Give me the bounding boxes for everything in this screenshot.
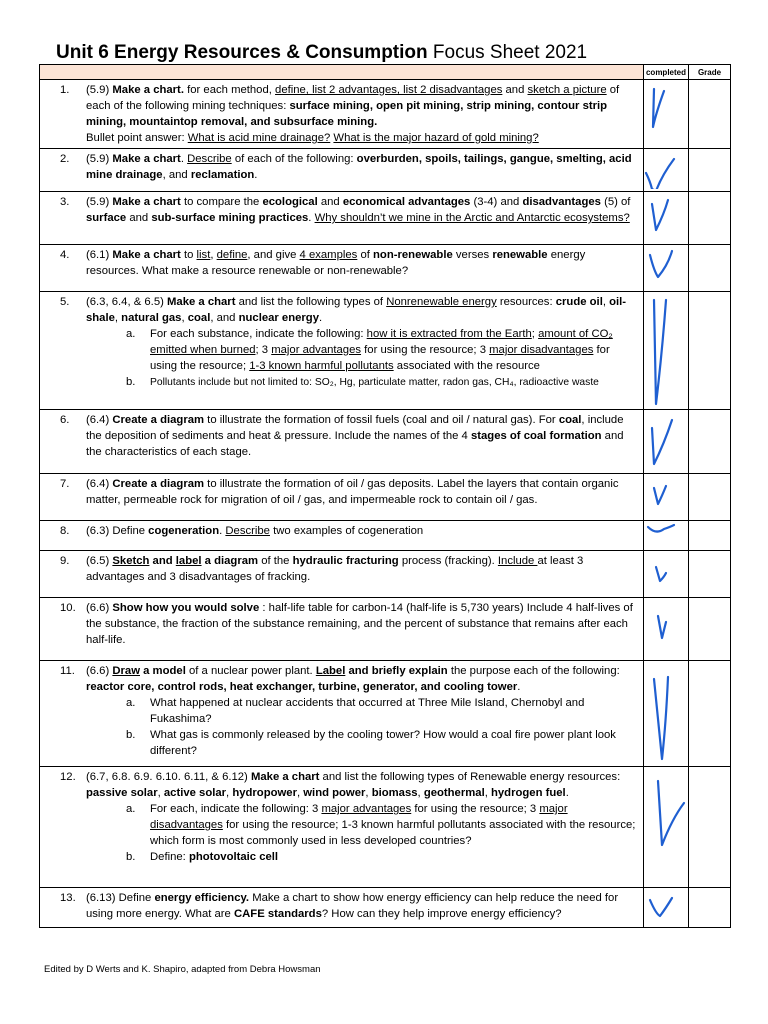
sub-item [86,326,639,374]
handwritten-check-icon [644,247,688,289]
grade-cell[interactable] [689,245,731,292]
task-item [40,888,643,924]
text-run: Show how you would solve [112,602,260,614]
text-run: (3-4) and [470,196,523,208]
task-text [86,151,639,183]
sub-item-text [150,326,639,374]
text-run: ? How can they help improve energy efficiency? [321,908,562,920]
grade-cell[interactable] [689,192,731,245]
text-run: For each, indicate the following: 3 [150,803,322,815]
text-run: Make a chart. [112,84,184,96]
text-run: (6.6) [86,665,113,677]
text-run: how it is extracted from the Earth [366,328,532,340]
text-run: , [114,312,122,324]
text-run: stages of coal formation [470,430,602,442]
sub-item-text [150,849,639,865]
text-run: : half-life table for carbon-14 (half-life is 5,730 years) Include 4 half-lives of the substance, the fraction of the substance remaining, and the percent of substance that remains after each half-life. [86,602,633,646]
text-run: the purpose each of the following: [447,665,620,677]
task-paragraph [86,769,639,801]
text-run: major advantages [271,344,362,356]
text-run: nuclear energy [238,312,319,324]
task-paragraph [86,412,639,460]
text-run: amount of CO₂ emitted when burned [150,328,613,356]
text-run: . [254,169,258,181]
task-cell [40,149,644,192]
text-run: Pollutants include but not limited to: SO₂, Hg, particulate matter, radon gas, CH₄, radioactive waste [150,377,599,388]
text-run: for using the resource; 3 [411,803,540,815]
header-row [40,65,731,80]
sub-item-text [150,374,639,391]
text-run: 1-3 known harmful pollutants [249,360,394,372]
text-run: for using the resource; 1-3 known harmful pollutants associated with the resource; which form is most commonly used in less developed countries? [150,819,636,847]
text-run: for using the resource; [150,344,610,372]
task-text [86,247,639,279]
text-run: surface mining, open pit mining, strip mining, contour strip mining, mountaintop removal, and subsurface mining. [86,100,608,128]
grade-cell[interactable] [689,888,731,928]
text-run: What gas is commonly released by the cooling tower? How would a coal fire power plant look different? [150,729,616,757]
text-run: and [126,212,152,224]
text-run: , [484,787,491,799]
task-text [86,476,639,508]
title-rest: Focus Sheet 2021 [427,42,588,63]
handwritten-check-icon [644,476,688,518]
text-run: (6.4) [86,478,113,490]
task-text [86,769,639,865]
task-paragraph [86,82,639,130]
task-paragraph [86,476,639,508]
task-paragraph [86,890,639,922]
task-item [40,80,643,148]
text-run: sketch a picture [527,84,607,96]
text-run: Define: [150,851,189,863]
grade-cell[interactable] [689,661,731,767]
text-run: major advantages [321,803,412,815]
completed-cell[interactable] [644,521,689,551]
task-item [40,598,643,650]
sub-item-letter: a. [126,328,136,340]
completed-cell[interactable] [644,551,689,598]
task-cell [40,192,644,245]
text-run: verses [452,249,493,261]
text-run: at least 3 advantages and 3 disadvantages of fracking. [86,555,584,583]
handwritten-check-icon [644,600,688,658]
sub-item [86,374,639,391]
task-item [40,245,643,281]
task-item [40,661,643,761]
handwritten-check-icon [644,523,688,548]
page-title [56,42,587,64]
task-cell [40,767,644,888]
task-row [40,80,731,149]
grade-cell[interactable] [689,149,731,192]
text-run: to illustrate the formation of oil / gas deposits. Label the layers that contain organic matter, permeable rock for migration of oil / gas, and impermeable rock to contain oil / gas. [86,478,619,506]
task-item [40,149,643,185]
text-run: Make a chart [112,153,181,165]
sub-item-text [150,695,639,727]
task-text [86,663,639,759]
task-number: 7. [60,478,70,490]
task-paragraph [86,130,639,146]
sub-item-text [150,801,639,849]
text-run: (6.3) Define [86,525,149,537]
text-run: and the characteristics of each stage. [86,430,624,458]
task-cell [40,80,644,149]
grade-cell[interactable] [689,474,731,521]
text-run: (5) of [600,196,631,208]
grade-cell[interactable] [689,410,731,474]
text-run: Describe [225,525,270,537]
completed-cell[interactable] [644,245,689,292]
grade-cell[interactable] [689,292,731,410]
task-cell [40,598,644,661]
task-number: 12. [60,771,76,783]
text-run: (6.6) [86,602,113,614]
completed-cell[interactable] [644,474,689,521]
task-row [40,551,731,598]
sub-item-letter: b. [126,729,136,741]
text-run: reactor core, control rods, heat exchanger, turbine, generator, and cooling tower [86,681,518,693]
sub-item [86,727,639,759]
text-run: (6.13) Define [86,892,155,904]
text-run: to [180,249,197,261]
text-run: Make a chart [167,296,236,308]
text-run: a model [140,665,186,677]
text-run: Describe [187,153,232,165]
handwritten-check-icon [644,890,688,925]
task-text [86,600,639,648]
completed-cell[interactable] [644,598,689,661]
task-row [40,661,731,767]
task-cell [40,474,644,521]
handwritten-check-icon [644,151,688,189]
text-run: wind power [303,787,366,799]
task-paragraph [86,194,639,226]
handwritten-check-icon [644,294,688,407]
text-run: , [157,787,164,799]
text-run: , and [162,169,191,181]
task-row [40,888,731,928]
text-run: a diagram [201,555,259,567]
task-number: 13. [60,892,76,904]
text-run: . [219,525,226,537]
text-run: major disadvantages [150,803,568,831]
task-item [40,474,643,510]
task-row [40,474,731,521]
task-paragraph [86,600,639,648]
task-text [86,194,639,226]
task-paragraph [86,523,639,539]
text-run: CAFE standards [233,908,322,920]
text-run: photovoltaic cell [188,851,279,863]
handwritten-check-icon [644,83,688,146]
sub-item-letter: a. [126,803,136,815]
text-run: define, list 2 advantages, list 2 disadvantages [275,84,503,96]
text-run: and list the following types of [235,296,387,308]
handwritten-check-icon [644,769,688,885]
task-text [86,890,639,922]
task-cell [40,410,644,474]
text-run: and briefly explain [345,665,448,677]
text-run: , [417,787,424,799]
text-run: . [565,787,569,799]
sub-item-letter: a. [126,697,136,709]
text-run: hydrogen fuel [491,787,566,799]
text-run: oil-shale [86,296,627,324]
text-run: of each of the following: [231,153,357,165]
text-run: coal [187,312,211,324]
text-run: , include the deposition of sediments and heat & pressure. Include the names of the 4 [86,414,624,442]
task-number: 4. [60,249,70,261]
text-run: (5.9) [86,84,113,96]
task-number: 6. [60,414,70,426]
grade-cell[interactable] [689,80,731,149]
task-cell [40,292,644,410]
text-run: Draw [112,665,140,677]
text-run: (6.7, 6.8. 6.9. 6.10. 6.11, & 6.12) [86,771,251,783]
task-cell [40,245,644,292]
task-number: 5. [60,296,70,308]
text-run: For each substance, indicate the following: [150,328,367,340]
completed-cell[interactable] [644,410,689,474]
text-run: label [175,555,202,567]
text-run: , [602,296,610,308]
task-paragraph [86,294,639,326]
text-run: , [226,787,233,799]
text-run: ; [531,328,539,340]
text-run: Create a diagram [112,414,205,426]
completed-cell[interactable] [644,149,689,192]
text-run: for each method, [183,84,276,96]
completed-cell[interactable] [644,192,689,245]
task-cell [40,888,644,928]
completed-header: completed [644,65,689,80]
text-run: passive solar [86,787,158,799]
text-run: disadvantages [522,196,601,208]
footer-credit: Edited by D Werts and K. Shapiro, adapted from Debra Howsman [44,964,321,975]
task-number: 9. [60,555,70,567]
sub-item [86,695,639,727]
text-run: , [365,787,372,799]
text-run: (5.9) [86,196,113,208]
text-run: . [318,312,323,324]
completed-cell[interactable] [644,661,689,767]
task-paragraph [86,663,639,695]
task-number: 11. [60,665,75,677]
text-run: and list the following types of Renewable energy resources: [319,771,621,783]
text-run: (6.5) [86,555,113,567]
text-run: , [210,249,217,261]
task-row [40,410,731,474]
task-row [40,767,731,888]
text-run: surface [86,212,127,224]
sub-item-letter: b. [126,376,136,388]
text-run: to illustrate the formation of fossil fuels (coal and oil / natural gas). For [204,414,559,426]
text-run: , and give [247,249,300,261]
task-cell [40,521,644,551]
text-run: Make a chart to show how energy efficiency can help reduce the need for using more energy. What are [86,892,619,920]
text-run: , and [210,312,239,324]
text-run: two examples of cogeneration [269,525,424,537]
text-run: Sketch [112,555,150,567]
text-run: and [502,84,528,96]
task-item [40,292,643,393]
task-item [40,410,643,462]
text-run: reclamation [190,169,255,181]
text-run: crude oil [555,296,603,308]
task-paragraph [86,151,639,183]
task-row [40,598,731,661]
task-row [40,521,731,551]
task-text [86,412,639,460]
text-run: ecological [262,196,318,208]
completed-cell[interactable] [644,767,689,888]
task-number: 8. [60,525,70,537]
text-run: of a nuclear power plant. [185,665,316,677]
text-run: geothermal [423,787,485,799]
text-run: . [517,681,521,693]
text-run: hydraulic fracturing [292,555,399,567]
grade-cell[interactable] [689,521,731,551]
task-paragraph [86,247,639,279]
text-run: list [196,249,211,261]
text-run: resources: [496,296,556,308]
text-run: What happened at nuclear accidents that occurred at Three Mile Island, Chernobyl and Fukashima? [150,697,585,725]
text-run: process (fracking). [398,555,498,567]
task-item [40,521,643,541]
task-number: 1. [60,84,70,96]
text-run: energy efficiency. [154,892,250,904]
header-spacer [40,65,644,80]
task-row [40,245,731,292]
text-run: natural gas [121,312,182,324]
text-run: Bullet point answer: [86,132,188,144]
handwritten-check-icon [644,412,688,471]
text-run: and [149,555,176,567]
sub-item [86,849,639,865]
text-run: Label [315,665,346,677]
text-run: Make a chart [112,249,181,261]
text-run: (6.3, 6.4, & 6.5) [86,296,168,308]
text-run: . [308,212,315,224]
text-run: major disadvantages [489,344,594,356]
text-run: non-renewable [373,249,453,261]
completed-cell[interactable] [644,292,689,410]
task-cell [40,661,644,767]
text-run: (6.4) [86,414,113,426]
handwritten-check-icon [644,194,688,242]
sub-item-text [150,727,639,759]
text-run: (5.9) [86,153,113,165]
grade-cell[interactable] [689,598,731,661]
text-run: What is acid mine drainage? [187,132,331,144]
grade-header: Grade [689,65,731,80]
text-run: of [357,249,374,261]
text-run: of the [258,555,293,567]
task-text [86,553,639,585]
text-run: biomass [371,787,418,799]
text-run: 4 examples [299,249,358,261]
handwritten-check-icon [644,553,688,595]
text-run: sub-surface mining practices [151,212,309,224]
text-run: renewable [492,249,548,261]
text-run: coal [558,414,582,426]
text-run: Create a diagram [112,478,205,490]
title-bold: Unit 6 Energy Resources & Consumption [56,42,428,63]
handwritten-check-icon [644,663,688,764]
text-run: . [180,153,188,165]
grade-cell[interactable] [689,767,731,888]
task-number: 10. [60,602,76,614]
task-number: 2. [60,153,70,165]
text-run: economical advantages [342,196,471,208]
sub-item [86,801,639,849]
task-row [40,149,731,192]
text-run: , [181,312,188,324]
text-run: Include [497,555,538,567]
text-run: associated with the resource [393,360,540,372]
text-run: active solar [163,787,227,799]
text-run: overburden, spoils, tailings, gangue, smelting, acid mine drainage [86,153,632,181]
task-paragraph [86,553,639,585]
grade-cell[interactable] [689,551,731,598]
text-run: and [317,196,343,208]
text-run: to compare the [180,196,263,208]
text-run: for using the resource; 3 [361,344,490,356]
text-run: Make a chart [112,196,181,208]
completed-cell[interactable] [644,888,689,928]
text-run: What is the major hazard of gold mining? [333,132,539,144]
text-run: cogeneration [148,525,220,537]
text-run: Make a chart [250,771,320,783]
task-text [86,523,639,539]
task-row [40,192,731,245]
text-run: of each of the following mining techniques: [86,84,620,112]
text-run: Why shouldn’t we mine in the Arctic and Antarctic ecosystems? [314,212,630,224]
text-run: define [216,249,248,261]
task-item [40,767,643,867]
text-run: energy resources. What make a resource renewable or non-renewable? [86,249,586,277]
focus-sheet-table [39,64,731,928]
task-item [40,551,643,587]
text-run: (6.1) [86,249,113,261]
text-run: ; 3 [255,344,272,356]
completed-cell[interactable] [644,80,689,149]
sub-item-letter: b. [126,851,136,863]
text-run: hydropower [232,787,297,799]
task-item [40,192,643,228]
task-text [86,82,639,146]
text-run: , [296,787,304,799]
task-text [86,294,639,391]
task-number: 3. [60,196,70,208]
task-cell [40,551,644,598]
text-run: Nonrenewable energy [386,296,497,308]
task-row [40,292,731,410]
